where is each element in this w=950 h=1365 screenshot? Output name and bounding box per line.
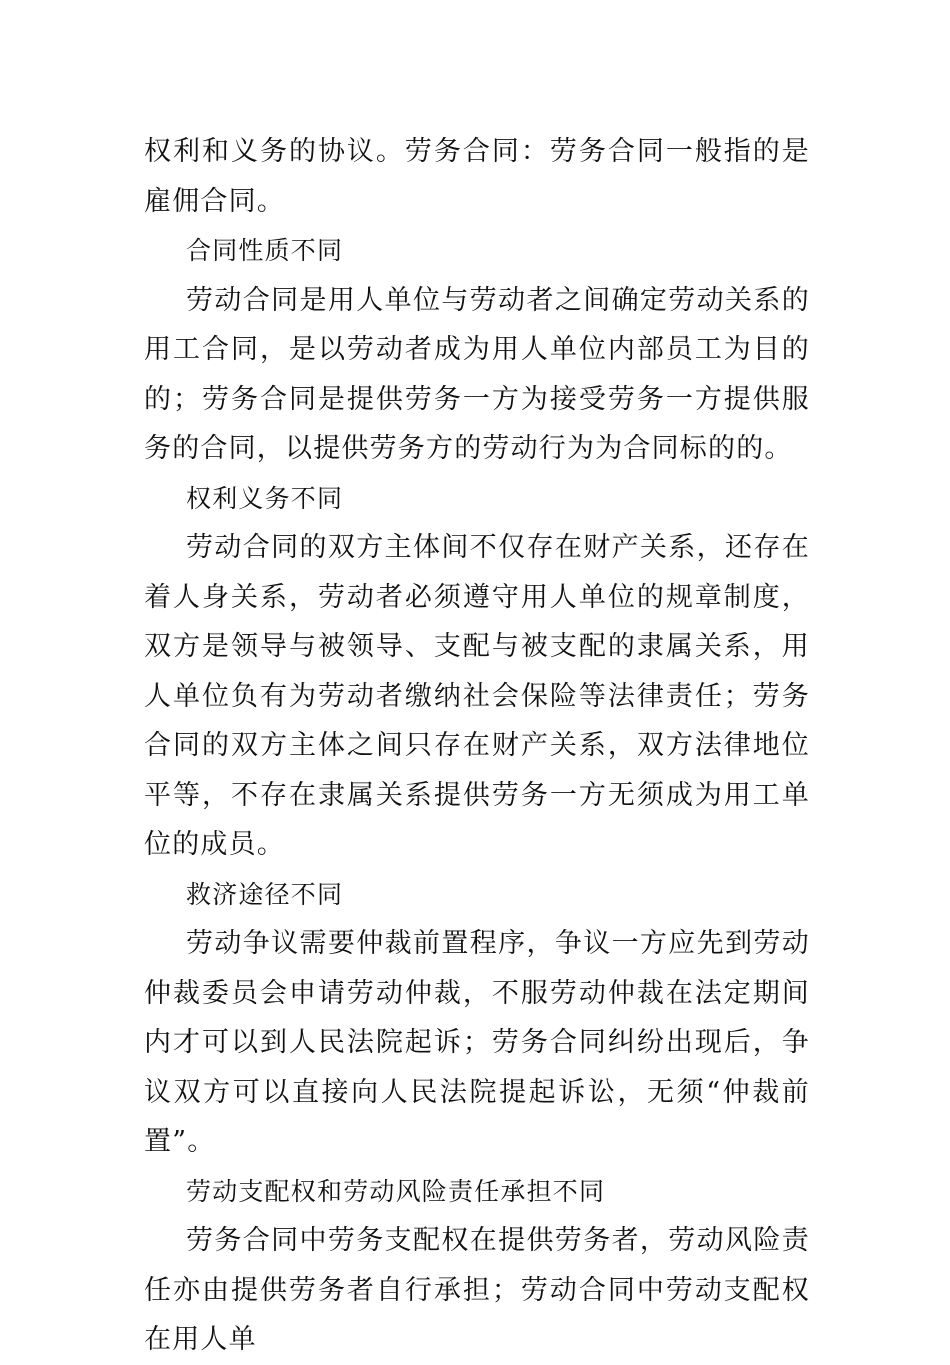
section-heading: 权利义务不同 bbox=[186, 483, 344, 513]
body-paragraph: 劳务合同中劳务支配权在提供劳务者，劳动风险责任亦由提供劳务者自行承担；劳动合同中劳动支配权在用人单 bbox=[144, 1225, 810, 1355]
body-paragraph: 劳动合同的双方主体间不仅存在财产关系，还存在着人身关系，劳动者必须遵守用人单位的规章制度，双方是领导与被领导、支配与被支配的隶属关系，用人单位负有为劳动者缴纳社会保险等法律责任；劳务合同的双方主体之间只存在财产关系，双方法律地位平等，不存在隶属关系提供劳务一方无须成为用工单位的成员。 bbox=[144, 532, 810, 860]
body-paragraph: 劳动合同是用人单位与劳动者之间确定劳动关系的用工合同，是以劳动者成为用人单位内部员工为目的的；劳务合同是提供劳务一方为接受劳务一方提供服务的合同，以提供劳务方的劳动行为为合同标的的。 bbox=[144, 284, 810, 464]
section-heading: 合同性质不同 bbox=[186, 236, 344, 265]
section-heading: 劳动支配权和劳动风险责任承担不同 bbox=[186, 1176, 606, 1206]
document-page bbox=[144, 127, 810, 1365]
section-heading: 救济途径不同 bbox=[186, 879, 344, 909]
body-paragraph: 权利和义务的协议。劳务合同：劳务合同一般指的是雇佣合同。 bbox=[144, 136, 810, 217]
body-paragraph: 劳动争议需要仲裁前置程序，争议一方应先到劳动仲裁委员会申请劳动仲裁，不服劳动仲裁在法定期间内才可以到人民法院起诉；劳务合同纠纷出现后，争议双方可以直接向人民法院提起诉讼，无须“仲裁前置”。 bbox=[144, 928, 810, 1157]
